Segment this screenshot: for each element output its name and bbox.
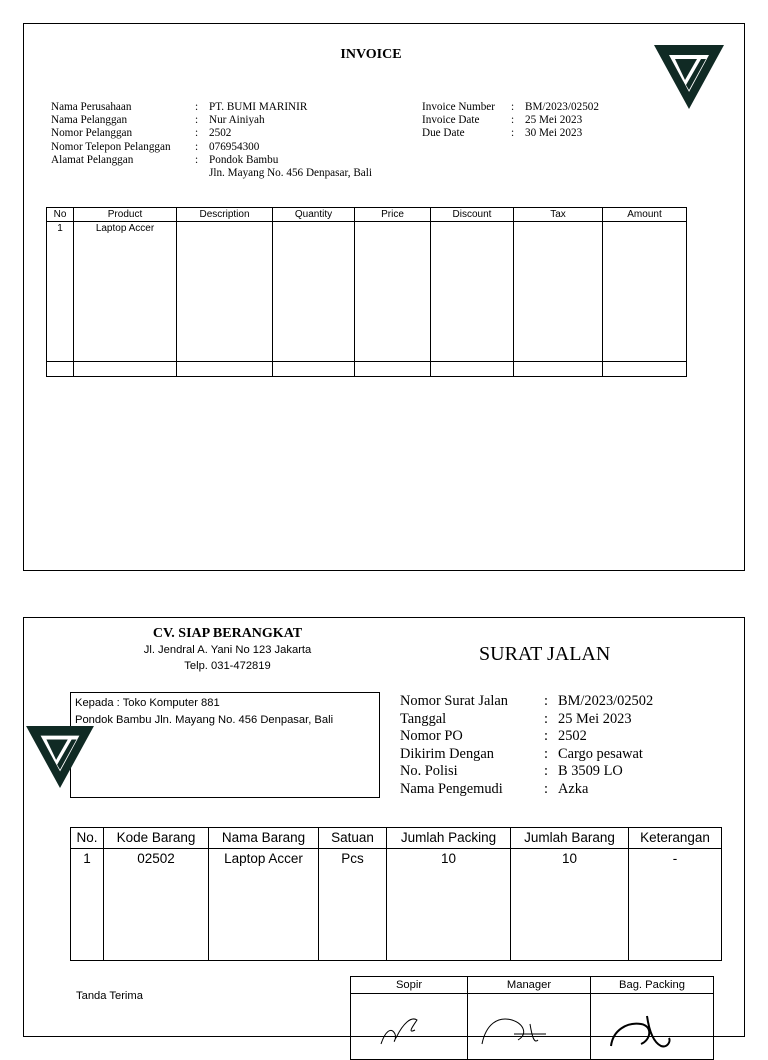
column-header: Nama Barang — [209, 828, 319, 849]
table-cell — [74, 362, 177, 377]
signature-manager-icon — [468, 994, 591, 1054]
company-phone: Telp. 031-472819 — [184, 660, 271, 672]
table-cell: - — [629, 849, 722, 961]
info-label: Nomor Surat Jalan — [400, 693, 508, 709]
table-cell: 1 — [47, 222, 74, 362]
column-header: Jumlah Packing — [387, 828, 511, 849]
document-title: SURAT JALAN — [479, 643, 611, 665]
info-separator: : — [195, 153, 199, 166]
info-value: B 3509 LO — [558, 763, 623, 780]
info-row — [422, 114, 599, 127]
invoice-meta — [422, 101, 599, 141]
info-row — [51, 141, 372, 154]
table-cell — [431, 222, 514, 362]
info-row — [422, 127, 599, 140]
delivery-info — [400, 693, 653, 799]
delivery-items-table — [70, 827, 722, 961]
table-header-row — [71, 828, 722, 849]
info-separator: : — [544, 745, 548, 762]
info-label: Nama Pelanggan — [51, 114, 128, 127]
table-header-row — [351, 977, 714, 994]
info-row — [51, 127, 372, 140]
signature-role: Manager — [468, 977, 591, 994]
column-header: Satuan — [319, 828, 387, 849]
table-cell — [431, 362, 514, 377]
column-header: Price — [355, 208, 431, 222]
table-cell — [273, 222, 355, 362]
signature-cell — [351, 994, 468, 1060]
info-value: 25 Mei 2023 — [525, 114, 583, 127]
info-row — [51, 101, 372, 114]
info-row — [422, 101, 599, 114]
recipient-name: Kepada : Toko Komputer 881 — [75, 697, 220, 709]
info-row — [400, 711, 653, 729]
info-separator: : — [511, 101, 515, 113]
table-cell — [177, 222, 273, 362]
info-label: Due Date — [422, 127, 465, 140]
column-header: No. — [71, 828, 104, 849]
customer-info — [51, 101, 372, 180]
info-separator: : — [195, 127, 199, 140]
table-cell — [514, 222, 603, 362]
info-value: Azka — [558, 780, 589, 797]
column-header: Amount — [603, 208, 687, 222]
table-cell: 10 — [387, 849, 511, 961]
column-header: Tax — [514, 208, 603, 222]
signature-role: Sopir — [351, 977, 468, 994]
info-separator: : — [195, 114, 199, 127]
info-label: Invoice Number — [422, 101, 496, 113]
info-label: Dikirim Dengan — [400, 745, 494, 762]
info-separator: : — [511, 127, 515, 140]
surat-jalan-page — [23, 617, 745, 1037]
company-logo-icon — [653, 44, 725, 110]
table-cell — [177, 362, 273, 377]
column-header: Jumlah Barang — [511, 828, 629, 849]
recipient-address: Pondok Bambu Jln. Mayang No. 456 Denpasar, Bali — [75, 714, 334, 726]
info-separator: : — [511, 114, 515, 127]
info-separator: : — [544, 693, 548, 709]
info-value: BM/2023/02502 — [558, 693, 654, 709]
info-label: Nama Perusahaan — [51, 101, 132, 113]
column-header: Keterangan — [629, 828, 722, 849]
table-cell — [603, 362, 687, 377]
info-row — [400, 728, 653, 746]
info-value: BM/2023/02502 — [525, 101, 599, 113]
info-value: PT. BUMI MARINIR — [209, 101, 308, 113]
invoice-items-table — [46, 207, 687, 377]
info-label: Tanggal — [400, 710, 447, 727]
table-row — [47, 222, 687, 362]
column-header: Kode Barang — [104, 828, 209, 849]
info-label: No. Polisi — [400, 763, 458, 780]
signature-packing-icon — [591, 994, 714, 1054]
company-name: CV. SIAP BERANGKAT — [152, 626, 303, 641]
column-header: Quantity — [273, 208, 355, 222]
signature-sopir-icon — [351, 994, 468, 1054]
info-label: Nama Pengemudi — [400, 780, 503, 797]
table-cell — [47, 362, 74, 377]
info-row — [400, 746, 653, 764]
info-label: Alamat Pelanggan — [51, 153, 134, 166]
info-label — [51, 167, 195, 180]
table-cell: Pcs — [319, 849, 387, 961]
table-cell: Laptop Accer — [74, 222, 177, 362]
receipt-label: Tanda Terima — [76, 990, 143, 1002]
table-total-row — [47, 362, 687, 377]
info-separator: : — [544, 728, 548, 745]
info-label: Nomor Pelanggan — [51, 127, 133, 140]
column-header: Discount — [431, 208, 514, 222]
info-row — [400, 763, 653, 781]
table-cell: Laptop Accer — [209, 849, 319, 961]
info-value: Nur Ainiyah — [209, 114, 265, 127]
info-separator: : — [544, 710, 548, 727]
info-label: Nomor Telepon Pelanggan — [51, 140, 171, 153]
column-header: Description — [177, 208, 273, 222]
info-row — [400, 781, 653, 799]
table-cell — [514, 362, 603, 377]
info-value: 2502 — [558, 728, 587, 745]
table-cell — [355, 222, 431, 362]
table-cell: 1 — [71, 849, 104, 961]
recipient-box — [70, 692, 380, 798]
table-cell: 10 — [511, 849, 629, 961]
info-row — [51, 167, 372, 180]
invoice-title: INVOICE — [340, 47, 402, 62]
info-row — [51, 114, 372, 127]
info-separator: : — [195, 101, 199, 113]
table-cell — [355, 362, 431, 377]
table-header-row — [47, 208, 687, 222]
info-separator-blank — [195, 167, 209, 180]
info-value: 2502 — [209, 127, 232, 140]
company-logo-icon — [24, 725, 96, 789]
column-header: No — [47, 208, 74, 222]
column-header: Product — [74, 208, 177, 222]
info-value: 25 Mei 2023 — [558, 710, 632, 727]
info-row — [51, 154, 372, 167]
info-label: Invoice Date — [422, 114, 480, 127]
info-value: Jln. Mayang No. 456 Denpasar, Bali — [209, 167, 372, 180]
info-separator: : — [544, 763, 548, 780]
signature-row — [351, 994, 714, 1060]
table-cell: 02502 — [104, 849, 209, 961]
company-address: Jl. Jendral A. Yani No 123 Jakarta — [143, 644, 312, 656]
info-separator: : — [544, 780, 548, 797]
signature-cell — [468, 994, 591, 1060]
info-value: 076954300 — [209, 140, 260, 153]
table-cell — [603, 222, 687, 362]
info-separator: : — [195, 140, 199, 153]
table-row — [71, 849, 722, 961]
signature-cell — [591, 994, 714, 1060]
info-row — [400, 693, 653, 711]
info-value: Cargo pesawat — [558, 745, 643, 762]
info-label: Nomor PO — [400, 728, 463, 745]
table-cell — [273, 362, 355, 377]
info-value: Pondok Bambu — [209, 153, 279, 166]
signature-table — [350, 976, 714, 1060]
info-value: 30 Mei 2023 — [525, 127, 583, 140]
signature-role: Bag. Packing — [591, 977, 714, 994]
